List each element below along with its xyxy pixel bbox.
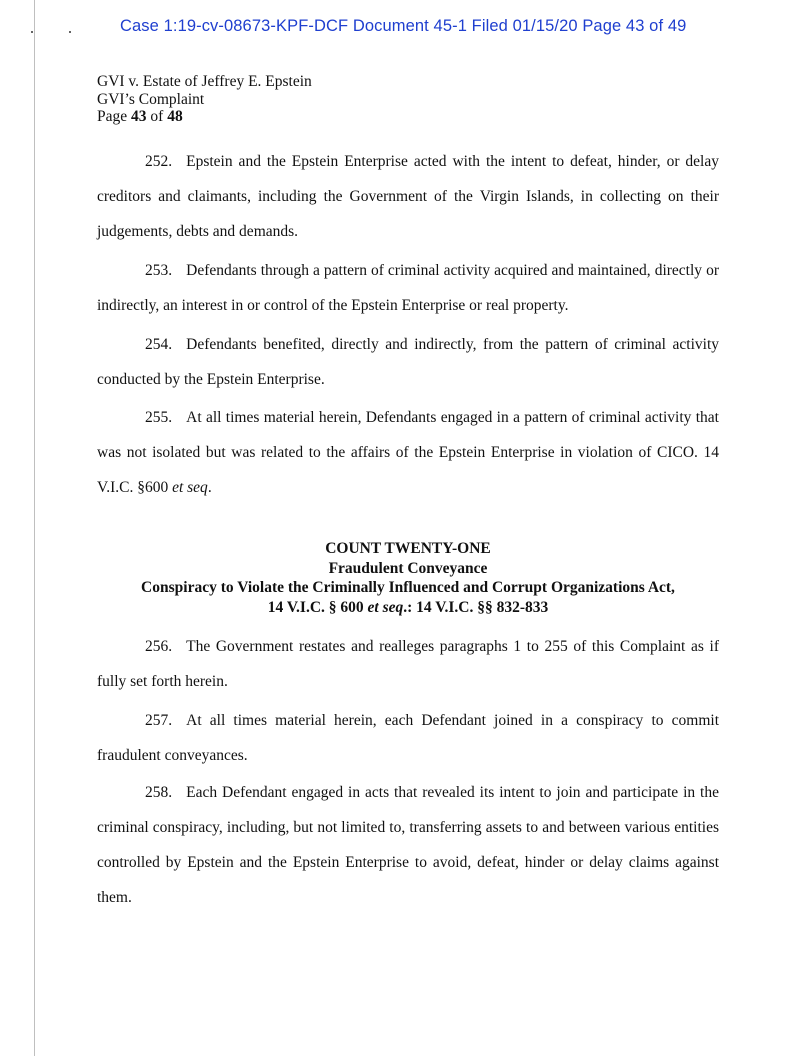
italic-citation: et seq bbox=[172, 479, 208, 496]
count-statute-line: Conspiracy to Violate the Criminally Influenced and Corrupt Organizations Act, bbox=[141, 579, 675, 596]
paragraph-text: Defendants benefited, directly and indirectly, from the pattern of criminal activity conducted by the Epstein Enterprise. bbox=[97, 336, 719, 388]
paragraph-text: Defendants through a pattern of criminal activity acquired and maintained, directly or indirectly, an interest in or control of the Epstein Enterprise or real property. bbox=[97, 262, 719, 314]
citation-italic: et seq bbox=[367, 598, 404, 616]
court-filing-header: Case 1:19-cv-08673-KPF-DCF Document 45-1 Filed 01/15/20 Page 43 of 49 bbox=[120, 17, 687, 35]
paragraph-252 bbox=[97, 144, 719, 249]
citation-pre: 14 V.I.C. § 600 bbox=[267, 598, 368, 616]
page-prefix: Page bbox=[97, 108, 132, 125]
paragraph-number: 257. bbox=[145, 712, 173, 729]
paragraph-text: At all times material herein, each Defendant joined in a conspiracy to commit fraudulent conveyances. bbox=[97, 712, 719, 764]
document-title: GVI’s Complaint bbox=[97, 90, 205, 108]
paragraph-end: . bbox=[207, 479, 212, 496]
paragraph-253 bbox=[97, 253, 719, 323]
paragraph-text: Epstein and the Epstein Enterprise acted with the intent to defeat, hinder, or delay creditors and claimants, including the Government of the Virgin Islands, in collecting on their judgements, debts and demands. bbox=[97, 153, 719, 240]
paragraph-number: 255. bbox=[145, 409, 173, 426]
scan-margin-line bbox=[34, 0, 35, 1056]
paragraph-258 bbox=[97, 775, 719, 915]
paragraph-text: At all times material herein, Defendants engaged in a pattern of criminal activity that was not isolated but was related to the affairs of the Epstein Enterprise in violation of CICO. 14 V.I.C. §600 bbox=[97, 409, 719, 496]
case-caption: GVI v. Estate of Jeffrey E. Epstein bbox=[97, 73, 312, 90]
citation-post: .: 14 V.I.C. §§ 832-833 bbox=[403, 598, 549, 616]
paragraph-text: The Government restates and realleges paragraphs 1 to 255 of this Complaint as if fully set forth herein. bbox=[97, 638, 719, 690]
paragraph-number: 252. bbox=[145, 153, 173, 170]
paragraph-text: Each Defendant engaged in acts that revealed its intent to join and participate in the criminal conspiracy, including, but not limited to, transferring assets to and between various entities controlled by Epstein and the Epstein Enterprise to avoid, defeat, hinder or delay claims against them. bbox=[97, 784, 719, 906]
paragraph-number: 258. bbox=[145, 784, 173, 801]
scan-speck bbox=[69, 31, 71, 33]
paragraph-256 bbox=[97, 629, 719, 699]
paragraph-254 bbox=[97, 327, 719, 397]
count-title: COUNT TWENTY-ONE bbox=[325, 540, 491, 557]
paragraph-number: 253. bbox=[145, 262, 173, 279]
count-subtitle: Fraudulent Conveyance bbox=[328, 559, 488, 577]
page-current: 43 bbox=[131, 108, 147, 125]
paragraph-number: 256. bbox=[145, 638, 173, 655]
paragraph-number: 254. bbox=[145, 336, 173, 353]
page-total: 48 bbox=[167, 108, 183, 125]
page-of: of bbox=[146, 108, 168, 125]
paragraph-255 bbox=[97, 400, 719, 505]
count-heading bbox=[97, 539, 719, 617]
paragraph-257 bbox=[97, 703, 719, 773]
scan-speck bbox=[31, 31, 33, 33]
page-indicator bbox=[97, 108, 312, 126]
running-head bbox=[97, 73, 312, 126]
count-citation-line bbox=[97, 598, 719, 618]
